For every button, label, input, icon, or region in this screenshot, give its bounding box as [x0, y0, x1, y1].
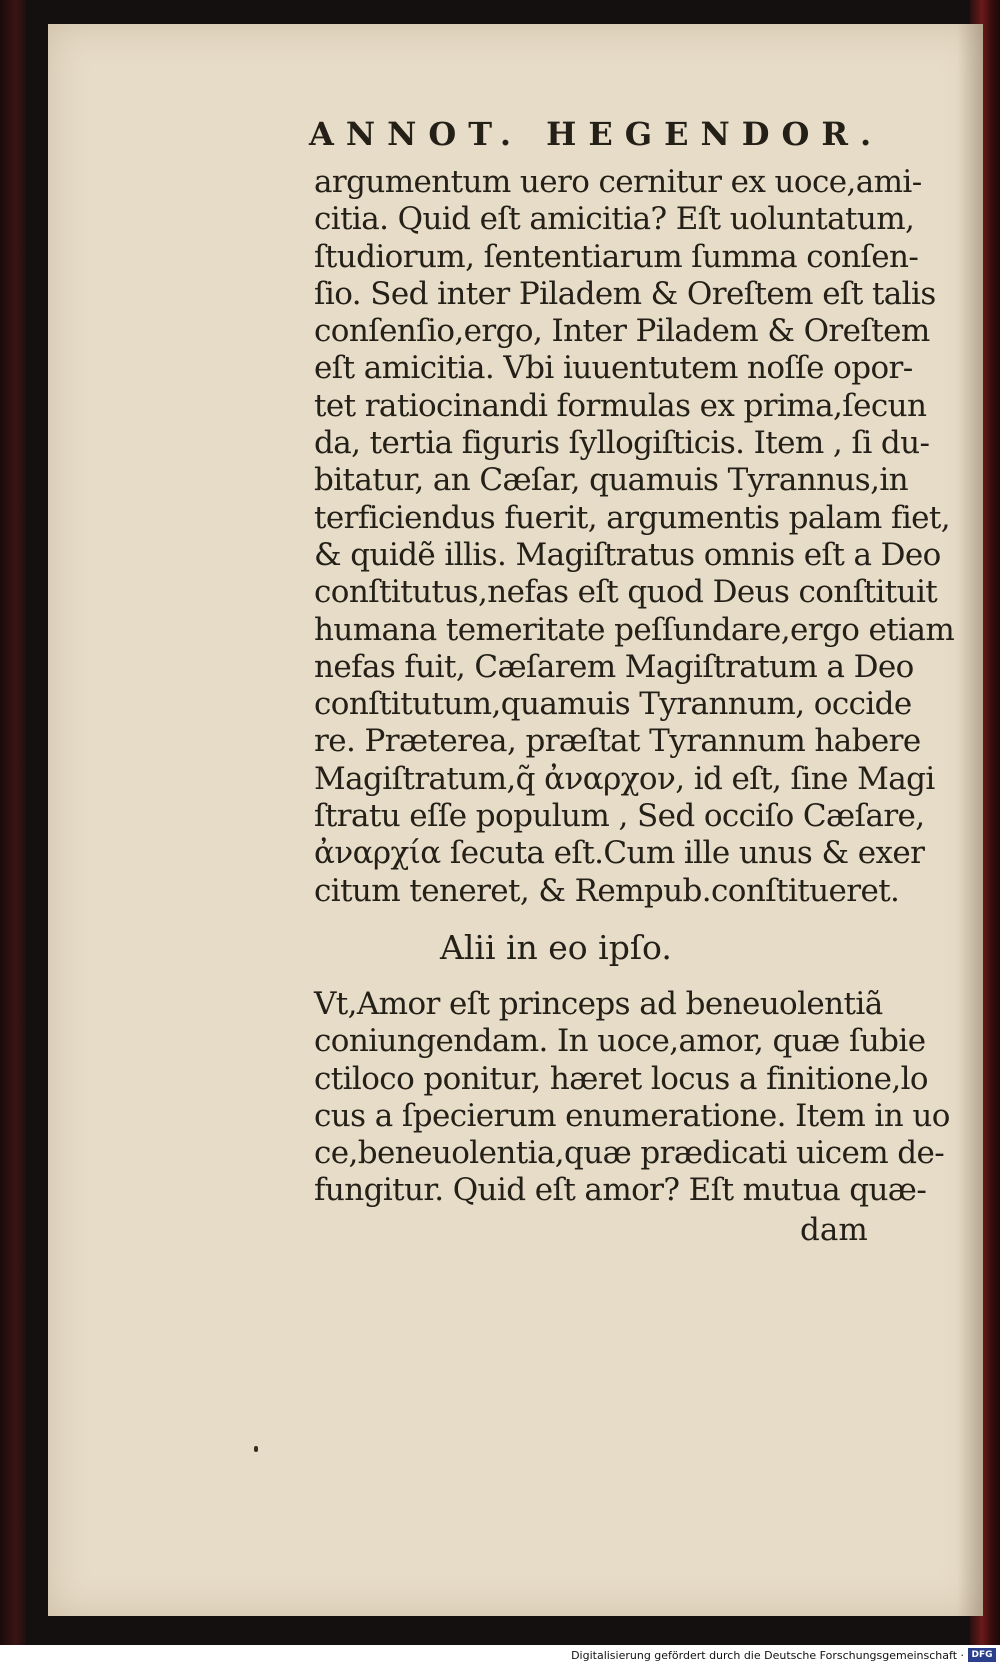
funding-credit: Digitalisierung gefördert durch die Deutsche Forschungsgemeinschaft · — [571, 1649, 964, 1662]
text-line: citum teneret, & Rempub.conſtitueret. — [314, 872, 900, 909]
binding-edge-left — [0, 0, 26, 1645]
text-line: ἀναρχία ſecuta eſt.Cum ille unus & exer — [314, 835, 925, 872]
text-line: nefas fuit, Cæſarem Magiſtratum a Deo — [314, 648, 914, 685]
text-line: re. Præterea, præſtat Tyrannum habere — [314, 723, 921, 760]
text-line: ctiloco ponitur, hæret locus a finitione,lo — [314, 1060, 928, 1097]
text-line: conſenſio,ergo, Inter Piladem & Oreſtem — [314, 313, 930, 350]
running-head: ANNOT. HEGENDOR. — [309, 115, 884, 153]
text-line: & quidẽ illis. Magiſtratus omnis eſt a Deo — [314, 536, 941, 573]
text-line: bitatur, an Cæſar, quamuis Tyrannus,in — [314, 462, 909, 499]
footer-bar — [0, 1645, 1000, 1666]
text-line: ſtudiorum, ſententiarum ſumma conſen‐ — [314, 238, 919, 275]
text-line: Vt,Amor eſt princeps ad beneuolentiã — [314, 985, 883, 1022]
page-text-block — [264, 104, 964, 1250]
book-page — [48, 24, 983, 1616]
text-line: citia. Quid eſt amicitia? Eſt uoluntatum, — [314, 201, 915, 238]
body-text-after — [314, 986, 964, 1210]
text-line: coniungendam. In uoce,amor, quæ ſubie — [314, 1023, 926, 1060]
text-line: tet ratiocinandi formulas ex prima,ſecun — [314, 387, 927, 424]
text-line: humana temeritate peſſundare,ergo etiam — [314, 611, 955, 648]
text-line: conſtitutum,quamuis Tyrannum, occide — [314, 686, 912, 723]
body-text-before — [314, 164, 964, 910]
text-line: eſt amicitia. Vbi iuuentutem noſſe opor‐ — [314, 350, 913, 387]
catchword: dam — [800, 1211, 868, 1248]
text-line: cus a ſpecierum enumeratione. Item in uo — [314, 1097, 950, 1134]
text-line: ſtratu eſſe populum , Sed occiſo Cæſare, — [314, 798, 925, 835]
text-line: terficiendus fuerit, argumentis palam fiet, — [314, 499, 951, 536]
dfg-logo: DFG — [968, 1648, 996, 1662]
text-line: conſtitutus,nefas eſt quod Deus conſtituit — [314, 574, 938, 611]
section-subheading: Alii in eo ipſo. — [440, 927, 672, 967]
text-line: ſio. Sed inter Piladem & Oreſtem eſt talis — [314, 275, 936, 312]
text-line: argumentum uero cernitur ex uoce,ami‐ — [314, 164, 922, 200]
text-line: ce,beneuolentia,quæ prædicati uicem de‐ — [314, 1135, 945, 1172]
text-line: fungitur. Quid eſt amor? Eſt mutua quæ‐ — [314, 1172, 927, 1209]
text-line: da, tertia figuris ſyllogiſticis. Item , ſi du‐ — [314, 425, 930, 462]
ink-speck — [254, 1446, 258, 1452]
text-line: Magiſtratum,q̃ ἀναρχον, id eſt, ſine Magi — [314, 760, 935, 797]
